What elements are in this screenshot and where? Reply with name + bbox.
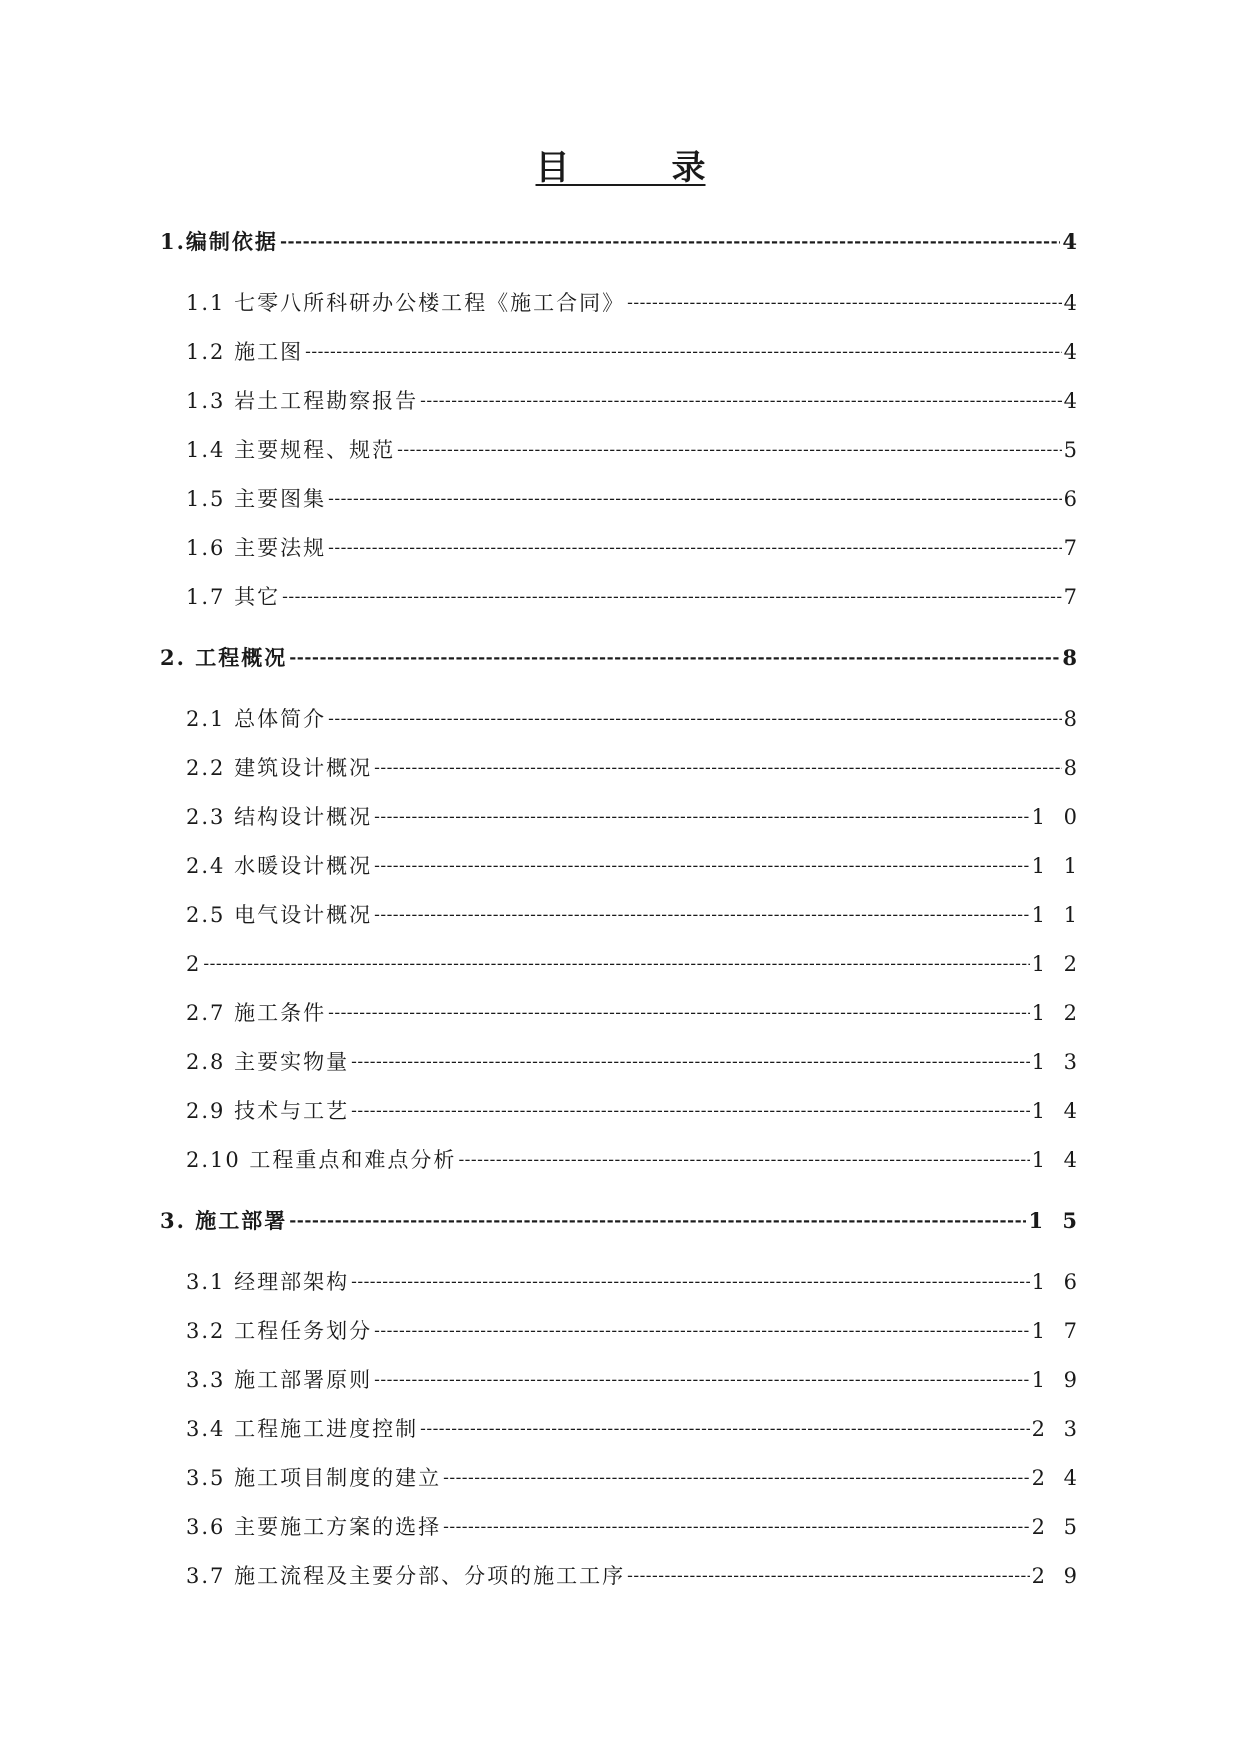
toc-entry[interactable] <box>186 1414 1083 1444</box>
toc-entry[interactable] <box>186 288 1083 318</box>
toc-entry[interactable] <box>186 337 1083 367</box>
toc-leader <box>374 1365 1030 1395</box>
toc-entry-label: 2.2 建筑设计概况 <box>186 756 373 780</box>
toc-entry-label: 3.5 施工项目制度的建立 <box>186 1466 442 1490</box>
toc-entry-page: 8 <box>1062 645 1083 670</box>
toc-leader <box>458 1145 1029 1175</box>
toc-entry[interactable] <box>186 1267 1083 1297</box>
toc-entry-label: 3.4 工程施工进度控制 <box>186 1417 419 1441</box>
toc-leader <box>280 227 1060 257</box>
toc-entry[interactable] <box>186 435 1083 465</box>
toc-entry[interactable] <box>186 484 1083 514</box>
toc-entry-label: 1.2 施工图 <box>186 340 304 364</box>
toc-entry-page: 8 <box>1063 756 1083 780</box>
toc-leader <box>627 1561 1030 1591</box>
toc-entry-label: 1.3 岩土工程勘察报告 <box>186 389 419 413</box>
toc-leader <box>328 484 1062 514</box>
toc-entry-page: 1 4 <box>1031 1148 1083 1172</box>
toc-leader <box>397 435 1062 465</box>
toc-entry-page: 1 4 <box>1031 1099 1083 1123</box>
toc-entry-page: 1 0 <box>1031 805 1083 829</box>
toc-entry-label: 2.9 技术与工艺 <box>186 1099 350 1123</box>
toc-entry[interactable] <box>186 1512 1083 1542</box>
toc-entry-label: 1.4 主要规程、规范 <box>186 438 396 462</box>
toc-entry[interactable] <box>186 582 1083 612</box>
toc-entry-label: 1.7 其它 <box>186 585 281 609</box>
toc-leader <box>282 582 1062 612</box>
toc-entry-label: 2.4 水暖设计概况 <box>186 854 373 878</box>
toc-leader <box>328 533 1062 563</box>
toc-entry-page: 1 2 <box>1031 952 1083 976</box>
toc-entry-label: 3.2 工程任务划分 <box>186 1319 373 1343</box>
toc-entry-page: 1 1 <box>1031 854 1083 878</box>
toc-leader <box>420 1414 1030 1444</box>
toc-entry-label: 1.编制依据 <box>160 229 278 254</box>
toc-entry-page: 2 3 <box>1031 1417 1083 1441</box>
toc-entry[interactable] <box>186 1096 1083 1126</box>
toc-leader <box>351 1096 1030 1126</box>
toc-leader <box>374 802 1030 832</box>
toc-entry-page: 1 6 <box>1031 1270 1083 1294</box>
toc-entry-page: 1 9 <box>1031 1368 1083 1392</box>
toc-entry[interactable] <box>186 1047 1083 1077</box>
toc-entry[interactable] <box>186 1145 1083 1175</box>
toc-entry[interactable] <box>186 753 1083 783</box>
toc-entry-page: 8 <box>1063 707 1083 731</box>
toc-entry[interactable] <box>186 1561 1083 1591</box>
toc-entry-label: 2. 工程概况 <box>160 645 288 670</box>
toc-entry-page: 1 3 <box>1031 1050 1083 1074</box>
toc-entry-page: 1 7 <box>1031 1319 1083 1343</box>
toc-leader <box>351 1047 1030 1077</box>
toc-entry-page: 5 <box>1063 438 1083 462</box>
toc-entry[interactable] <box>160 227 1083 257</box>
toc-entry-page: 2 9 <box>1031 1564 1083 1588</box>
toc-entry-page: 1 1 <box>1031 903 1083 927</box>
toc-entry-page: 6 <box>1063 487 1083 511</box>
toc-leader <box>203 949 1029 979</box>
toc-entry[interactable] <box>186 704 1083 734</box>
toc-leader <box>374 1316 1030 1346</box>
toc-entry[interactable] <box>186 533 1083 563</box>
toc-entry-label: 2 <box>186 952 202 976</box>
toc-entry-label: 2.10 工程重点和难点分析 <box>186 1148 457 1172</box>
toc-leader <box>328 704 1062 734</box>
toc-entry-page: 4 <box>1063 340 1083 364</box>
toc-entry-label: 2.5 电气设计概况 <box>186 903 373 927</box>
toc-entry-label: 2.8 主要实物量 <box>186 1050 350 1074</box>
toc-leader <box>627 288 1062 318</box>
toc-entry[interactable] <box>186 851 1083 881</box>
toc-entry-label: 1.5 主要图集 <box>186 487 327 511</box>
toc-entry[interactable] <box>160 1206 1083 1236</box>
toc-leader <box>328 998 1030 1028</box>
toc-entry-label: 1.6 主要法规 <box>186 536 327 560</box>
toc-entry[interactable] <box>160 643 1083 673</box>
toc-leader <box>443 1463 1030 1493</box>
toc-entry-page: 7 <box>1063 536 1083 560</box>
toc-entry[interactable] <box>186 802 1083 832</box>
toc-entry-page: 4 <box>1062 229 1083 254</box>
toc-title-text: 目 录 <box>535 148 706 188</box>
toc-entry-label: 2.7 施工条件 <box>186 1001 327 1025</box>
toc-leader <box>374 851 1030 881</box>
toc-entry-page: 4 <box>1063 389 1083 413</box>
toc-leader <box>443 1512 1030 1542</box>
toc-leader <box>374 900 1030 930</box>
toc-entry[interactable] <box>186 900 1083 930</box>
toc-entry-page: 4 <box>1063 291 1083 315</box>
toc-entry-page: 1 2 <box>1031 1001 1083 1025</box>
toc-entry-page: 2 5 <box>1031 1515 1083 1539</box>
toc-entry-label: 3.3 施工部署原则 <box>186 1368 373 1392</box>
toc-entry-page: 2 4 <box>1031 1466 1083 1490</box>
toc-entry-label: 2.3 结构设计概况 <box>186 805 373 829</box>
toc-entry-label: 3. 施工部署 <box>160 1208 288 1233</box>
toc-entry[interactable] <box>186 1316 1083 1346</box>
toc-entry-label: 3.7 施工流程及主要分部、分项的施工工序 <box>186 1564 626 1588</box>
toc-entry[interactable] <box>186 949 1083 979</box>
toc-leader <box>305 337 1062 367</box>
toc-entry-label: 3.6 主要施工方案的选择 <box>186 1515 442 1539</box>
toc-entry[interactable] <box>186 998 1083 1028</box>
toc-leader <box>289 643 1060 673</box>
toc-entry[interactable] <box>186 1365 1083 1395</box>
toc-leader <box>289 1206 1026 1236</box>
toc-leader <box>420 386 1062 416</box>
toc-entry-label: 2.1 总体简介 <box>186 707 327 731</box>
toc-entry[interactable] <box>186 1463 1083 1493</box>
toc-entry-page: 1 5 <box>1028 1208 1083 1233</box>
toc-entry[interactable] <box>186 386 1083 416</box>
toc-entry-page: 7 <box>1063 585 1083 609</box>
toc-leader <box>351 1267 1030 1297</box>
toc-entry-label: 1.1 七零八所科研办公楼工程《施工合同》 <box>186 291 626 315</box>
toc-leader <box>374 753 1062 783</box>
toc-entry-label: 3.1 经理部架构 <box>186 1270 350 1294</box>
